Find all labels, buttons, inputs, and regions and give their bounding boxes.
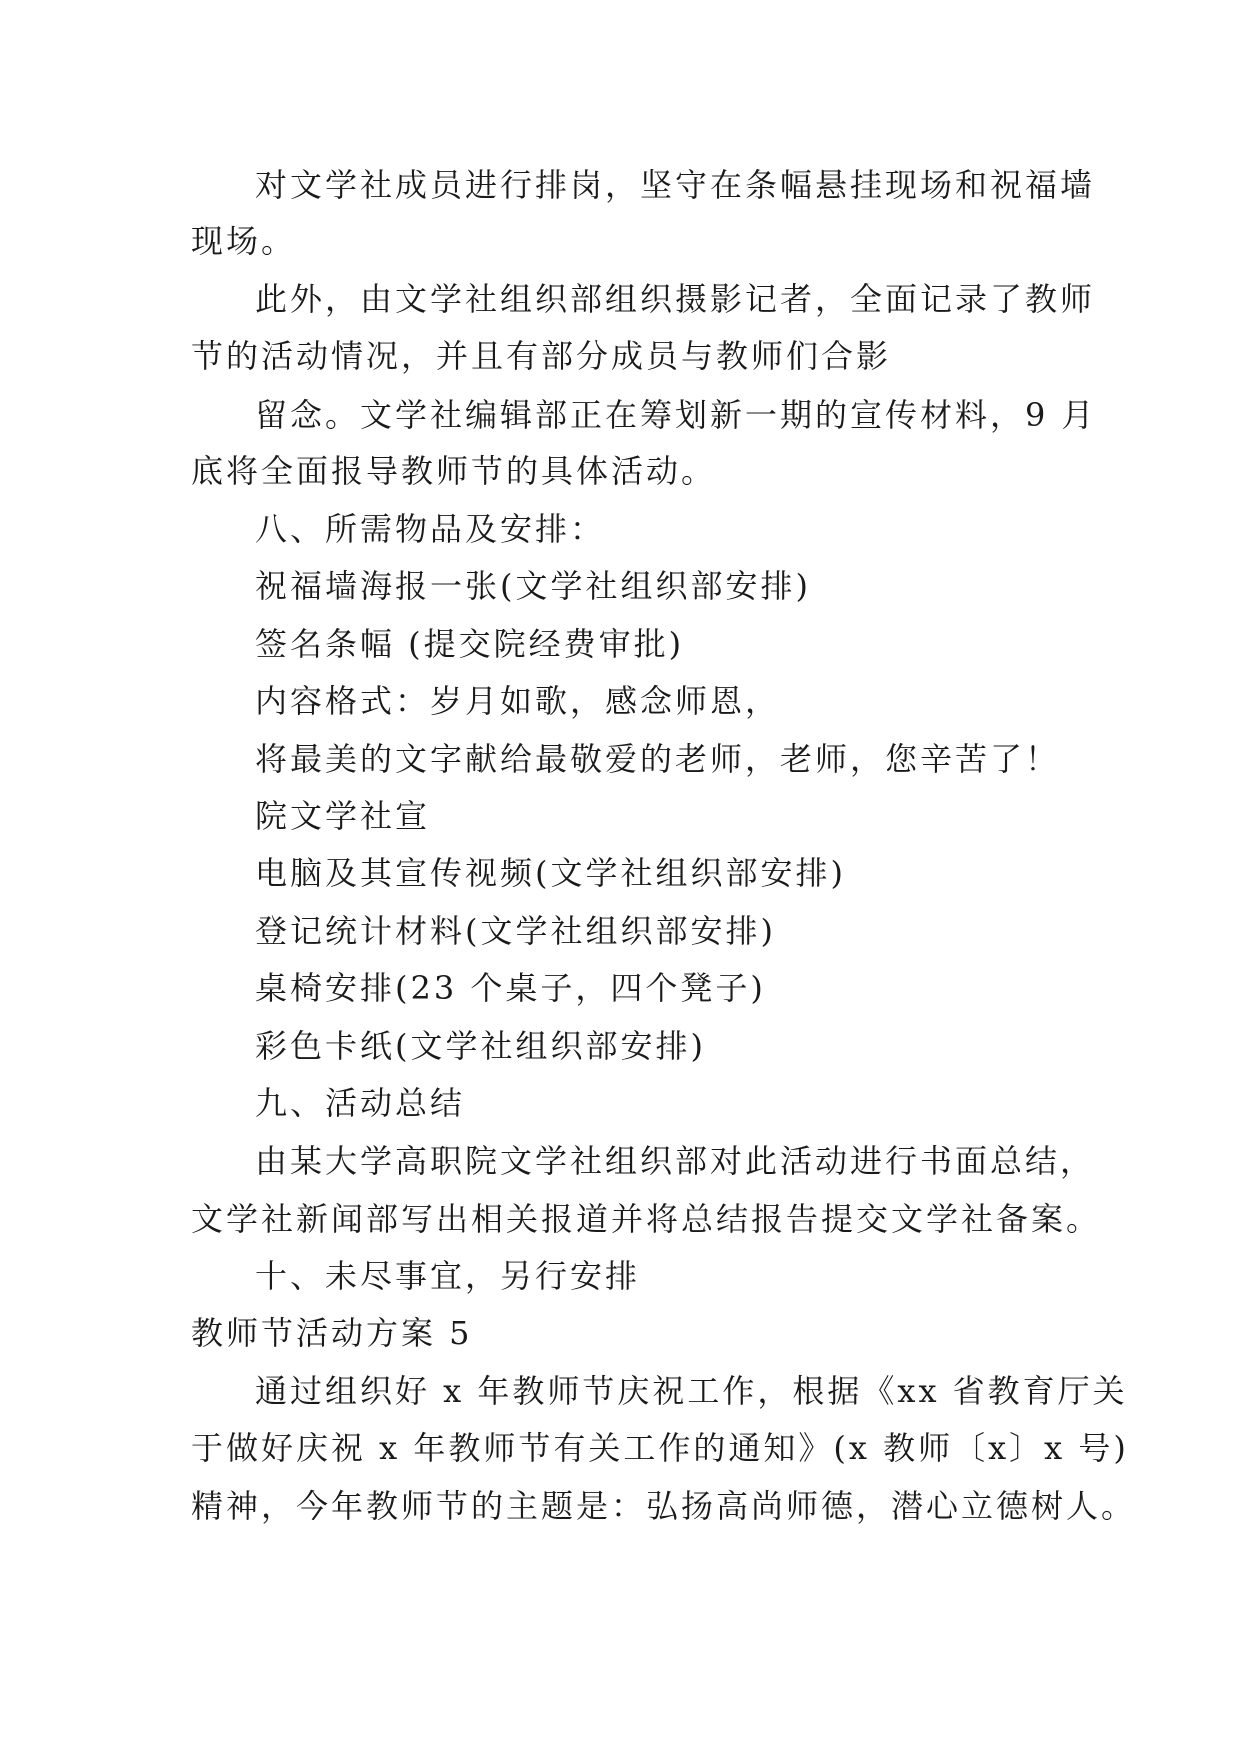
list-item: 签名条幅 (提交院经费审批) [255,625,685,663]
paragraph-line: 于做好庆祝 x 年教师节有关工作的通知》(x 教师〔x〕x 号) [191,1429,1129,1467]
list-item: 彩色卡纸(文学社组织部安排) [255,1027,706,1065]
paragraph-line: 对文学社成员进行排岗，坚守在条幅悬挂现场和祝福墙 [255,166,1096,204]
paragraph-line: 现场。 [191,222,297,260]
paragraph-line: 文学社新闻部写出相关报道并将总结报告提交文学社备案。 [191,1200,1102,1238]
paragraph-line: 通过组织好 x 年教师节庆祝工作，根据《xx 省教育厅关 [255,1372,1128,1410]
paragraph-line: 留念。文学社编辑部正在筹划新一期的宣传材料，9 月 [255,396,1097,434]
section-heading: 九、活动总结 [255,1084,466,1122]
paragraph-line: 由某大学高职院文学社组织部对此活动进行书面总结， [255,1142,1096,1180]
list-item: 祝福墙海报一张(文学社组织部安排) [255,567,811,605]
document-title: 教师节活动方案 5 [191,1314,473,1352]
list-item: 电脑及其宣传视频(文学社组织部安排) [255,854,846,892]
section-heading: 十、未尽事宜，另行安排 [255,1257,641,1295]
list-item: 将最美的文字献给最敬爱的老师，老师，您辛苦了！ [255,740,1061,778]
list-item: 内容格式：岁月如歌，感念师恩， [255,682,781,720]
paragraph-line: 此外，由文学社组织部组织摄影记者，全面记录了教师 [255,280,1096,318]
paragraph-line: 底将全面报导教师节的具体活动。 [191,452,717,490]
list-item: 登记统计材料(文学社组织部安排) [255,912,776,950]
list-item: 院文学社宣 [255,797,431,835]
paragraph-line: 节的活动情况，并且有部分成员与教师们合影 [191,337,892,375]
paragraph-line: 精神，今年教师节的主题是：弘扬高尚师德，潜心立德树人。 [191,1487,1137,1525]
section-heading: 八、所需物品及安排： [255,510,606,548]
list-item: 桌椅安排(23 个桌子，四个凳子) [255,969,766,1007]
